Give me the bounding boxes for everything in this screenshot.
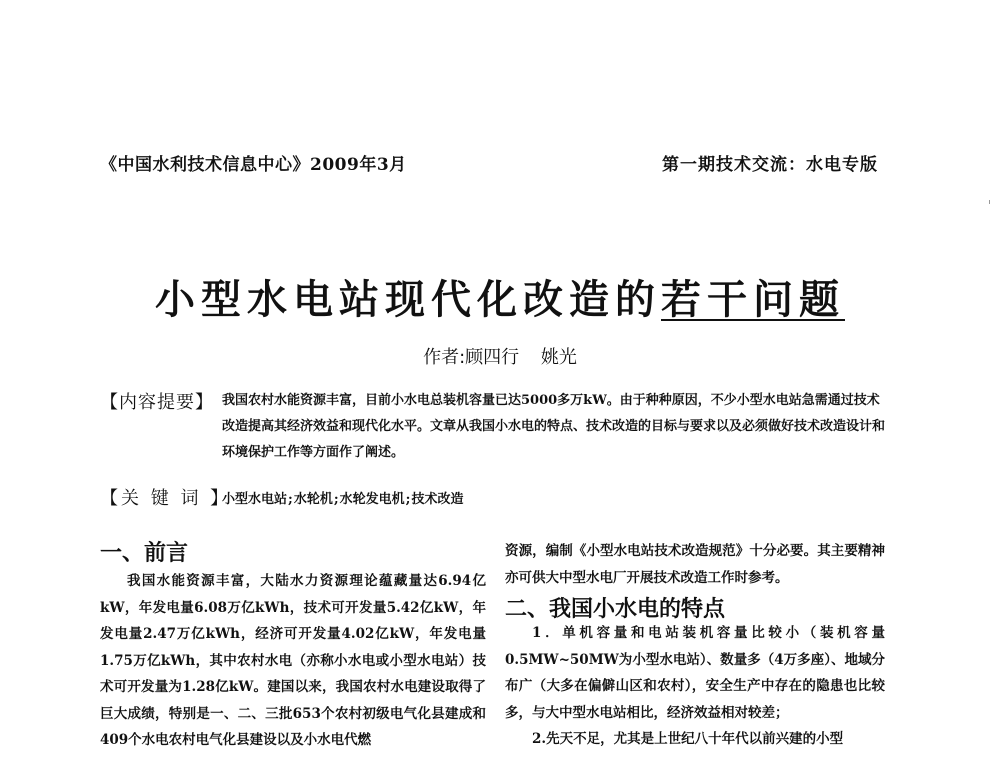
keywords-label: 【关 键 词 】: [100, 488, 232, 509]
keywords-list: 小型水电站;水轮机;水轮发电机;技术改造: [222, 492, 464, 507]
feature-point-1: 1．单机容量和电站装机容量比较小（装机容量0.5MW~50MW为小型水电站）、数量多（4万多座）、地域分布广（大多在偏僻山区和农村），安全生产中存在的隐患也比较多，与大中型水电站相比，经济效益相对较差；: [505, 625, 885, 721]
keyword-item: 技术改造: [411, 492, 464, 507]
author-name-1: 顾四行: [465, 347, 520, 368]
preface-paragraph: 我国水能资源丰富，大陆水力资源理论蕴藏量达6.94亿kW，年发电量6.08万亿kWh，技术可开发量5.42亿kW，年发电量2.47万亿kWh，经济可开发量4.02亿kW，年发电量1.75万亿kWh，其中农村水电（亦称小水电或小型水电站）技术可开发量为1.28亿kW。建国以来，我国农村水电建设取得了巨大成绩，特别是一、二、三批653个农村初级电气化县建成和409个水电农村电气化县建设以及小水电代燃: [100, 573, 486, 748]
header-issue: 第一期技术交流：水电专版: [662, 155, 878, 175]
abstract-text: 我国农村水能资源丰富，目前小水电总装机容量已达5000多万kW。由于种种原因，不少小型水电站急需通过技术改造提高其经济效益和现代化水平。文章从我国小水电的特点、技术改造的目标与要求以及必须做好技术改造设计和环境保护工作等方面作了阐述。: [222, 393, 886, 460]
scan-edge-mark: [989, 200, 990, 204]
title-underlined: 若干问题: [661, 276, 845, 323]
keyword-item: 水轮机: [293, 492, 333, 507]
title-main: 小型水电站现代化改造的: [155, 276, 661, 323]
keyword-item: 小型水电站: [222, 492, 288, 507]
feature-point-2: 2.先天不足，尤其是上世纪八十年代以前兴建的小型: [532, 731, 844, 747]
author-name-2: 姚光: [540, 347, 577, 368]
section-heading-features: 二、我国小水电的特点: [505, 597, 726, 622]
right-column-continuation: 资源，编制《小型水电站技术改造规范》十分必要。其主要精神亦可供大中型水电厂开展技术改造工作时参考。: [505, 543, 885, 586]
article-title: [0, 268, 1000, 325]
author-label: 作者:: [423, 347, 466, 368]
section-heading-preface: 一、前言: [100, 541, 189, 566]
header-publication: 《中国水利技术信息中心》2009年3月: [100, 155, 407, 175]
author-line: [0, 343, 1000, 369]
keyword-item: 水轮发电机: [339, 492, 405, 507]
abstract-label: 【内容提要】: [100, 392, 214, 413]
